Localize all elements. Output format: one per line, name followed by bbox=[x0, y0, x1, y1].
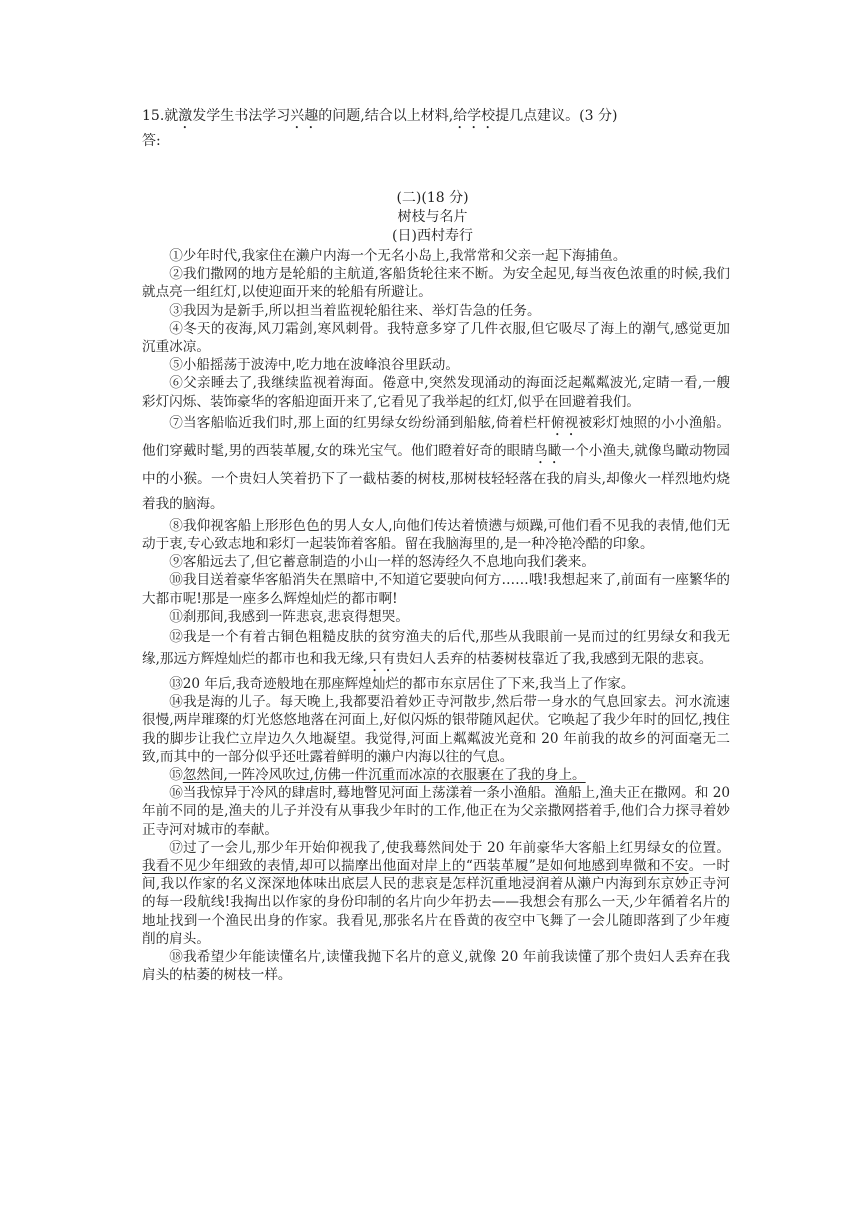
paragraph-text: 贵妇人丢弃的枯萎树枝靠近了我,我感到无限的悲哀。 bbox=[395, 651, 713, 668]
paragraph-8: ⑧我仰视客船上形形色色的男人女人,向他们传达着愤懑与烦躁,可他们看不见我的表情,他们无动于衷,专心致志地和彩灯一起装饰着客船。留在我脑海里的,是一种冷艳冷酷的印象。 bbox=[142, 517, 730, 553]
question-text: 就 bbox=[164, 108, 179, 124]
emphasis-dots: 只有 bbox=[368, 651, 396, 668]
paragraph-14: ⑭我是海的儿子。每天晚上,我都要沿着妙正寺河散步,然后带一身水的气息回家去。河水流速很慢,两岸璀璨的灯光悠悠地落在河面上,好似闪烁的银带随风起伏。它唤起了我少年时的回忆,拽住我的脚步让我伫立岸边久久地凝望。我觉得,河面上粼粼波光竟和 20 年前我的故乡的河面毫无二致,而其中的一部分似乎还吐露着鲜明的濑户内海以往的气息。 bbox=[142, 694, 730, 765]
paragraph-9: ⑨客船远去了,但它蓄意制造的小山一样的怒涛经久不息地向我们袭来。 bbox=[169, 554, 595, 571]
question-text: 的问题,结合以上材料, bbox=[318, 108, 454, 124]
paragraph-text: ⑫我是一个有着古铜色粗糙皮肤的贫穷渔夫的后代,那些从我眼前一晃而过的红男绿女和我无缘,那远方辉煌灿烂的都市也和我无缘, bbox=[142, 629, 730, 668]
paragraph-12 bbox=[142, 626, 730, 675]
question-15 bbox=[142, 106, 742, 132]
paragraph-10: ⑩我目送着豪华客船消失在黑暗中,不知道它要驶向何方……哦!我想起来了,前面有一座繁华的大都市呢!那是一座多么辉煌灿烂的都市啊! bbox=[142, 572, 730, 607]
paragraph-5: ⑤小船摇荡于波涛中,吃力地在波峰浪谷里跃动。 bbox=[169, 357, 459, 374]
underlined-sentence: 忽然间,一阵冷风吹过,仿佛一件沉重而冰凉的衣服裹在了我的身上。 bbox=[182, 767, 586, 784]
emphasis-dots: 鸟瞰 bbox=[534, 442, 562, 459]
paragraph-1: ①少年时代,我家住在濑户内海一个无名小岛上,我常常和父亲一起下海捕鱼。 bbox=[169, 248, 627, 264]
paragraph-text: ⑦当客船临近我们时,那上面的红男绿女纷纷涌到船舷,倚着栏杆 bbox=[169, 414, 551, 431]
emphasis-dots: 给学校 bbox=[453, 108, 496, 124]
question-number: 15. bbox=[142, 108, 165, 124]
article-author: (日)西村寿行 bbox=[392, 228, 473, 244]
article-title: 树枝与名片 bbox=[397, 209, 468, 225]
paragraph-15 bbox=[142, 766, 730, 784]
question-text: 发学生书法学习 bbox=[192, 108, 291, 124]
paragraph-text: 。一时间,我以作家的名义深深地体味出底层人民的悲哀是怎样沉重地浸润着从濑户内海到东京妙正寺河的每一段航线!我掏出以作家的身份印制的名片向少年扔去——我想会有那么一天,少年循着名片的地址找到一个渔民出身的作家。我看见,那张名片在昏黄的夜空中飞舞了一会儿随即落到了少年瘦削的肩头。 bbox=[142, 858, 731, 947]
paragraph-18: ⑱我希望少年能读懂名片,读懂我抛下名片的意义,就像 20 年前我读懂了那个贵妇人丢弃在我肩头的枯萎的树枝一样。 bbox=[142, 949, 730, 984]
paragraph-17 bbox=[142, 839, 730, 948]
paragraph-text: 被彩灯烛照的小小渔船。他们穿戴时髦,男的西装革履,女的珠光宝气。他们瞪着好奇的眼睛 bbox=[142, 414, 731, 459]
emphasis-dots: 兴趣 bbox=[290, 108, 319, 124]
paragraph-text: 一个小渔夫,就像鸟瞰动物园中的小猴。一个贵妇人笑着扔下了一截枯萎的树枝,那树枝轻轻落在我的肩头,却像火一样烈地灼烧着我的脑海。 bbox=[142, 442, 730, 512]
emphasis-dots: 俯视 bbox=[550, 414, 579, 431]
paragraph-2: ②我们撒网的地方是轮船的主航道,客船货轮往来不断。为安全起见,每当夜色浓重的时候,我们就点亮一组红灯,以使迎面开来的轮船有所避让。 bbox=[142, 266, 730, 301]
paragraph-11: ⑪刹那间,我感到一阵悲哀,悲哀得想哭。 bbox=[169, 608, 409, 625]
paragraph-16: ⑯当我惊异于冷风的肆虐时,蓦地瞥见河面上荡漾着一条小渔船。渔船上,渔夫正在撒网。和 20 年前不同的是,渔夫的儿子并没有从事我少年时的工作,他正在为父亲撒网搭着手,他们合力探寻着妙正寺河对城市的奉献。 bbox=[142, 785, 730, 838]
underlined-sentence: 我看不见少年细致的表情,却可以揣摩出他面对岸上的“西装革履”是如何地感到卑微和不安 bbox=[142, 858, 689, 875]
question-text: 提几点建议。(3 分) bbox=[495, 108, 618, 124]
emphasis-dots: 激 bbox=[178, 108, 193, 124]
paragraph-13: ⑬20 年后,我奇迹般地在那座辉煌灿烂的都市东京居住了下来,我当上了作家。 bbox=[169, 676, 635, 693]
section-heading: (二)(18 分) bbox=[396, 190, 469, 206]
paragraph-text: ⑮ bbox=[169, 767, 183, 784]
paragraph-text: ⑰过了一会儿,那少年开始仰视我了,使我蓦然间处于 20 年前豪华大客船上红男绿女的位置。 bbox=[169, 839, 730, 856]
paragraph-7 bbox=[142, 411, 730, 517]
paragraph-6: ⑥父亲睡去了,我继续监视着海面。倦意中,突然发现涌动的海面泛起粼粼波光,定睛一看,一艘彩灯闪烁、装饰豪华的客船迎面开来了,它看见了我举起的红灯,似乎在回避着我们。 bbox=[142, 375, 730, 410]
paragraph-3: ③我因为是新手,所以担当着监视轮船往来、举灯告急的任务。 bbox=[169, 302, 541, 319]
answer-label: 答: bbox=[142, 133, 161, 149]
article-body bbox=[142, 247, 730, 985]
paragraph-4: ④冬天的夜海,风刀霜剑,寒风刺骨。我特意多穿了几件衣服,但它吸尽了海上的潮气,感觉更加沉重冰凉。 bbox=[142, 320, 730, 356]
